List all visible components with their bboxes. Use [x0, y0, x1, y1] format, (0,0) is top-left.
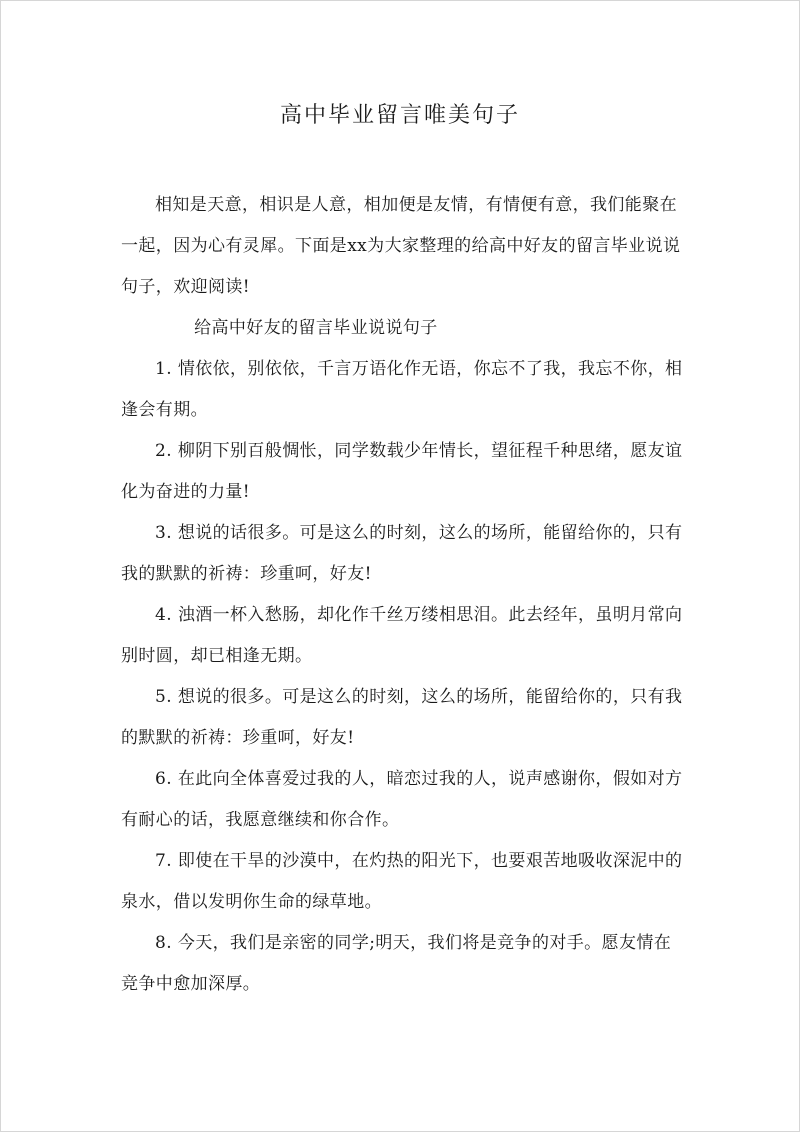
list-item: 4. 浊酒一杯入愁肠，却化作千丝万缕相思泪。此去经年，虽明月常向别时圆，却已相逢无期。 — [121, 605, 683, 666]
list-item: 2. 柳阴下别百般惆怅，同学数载少年情长，望征程千种思绪，愿友谊化为奋进的力量! — [121, 441, 683, 502]
list-item: 7. 即使在干旱的沙漠中，在灼热的阳光下，也要艰苦地吸收深泥中的泉水，借以发明你生命的绿草地。 — [121, 851, 683, 912]
intro-paragraph: 相知是天意，相识是人意，相加便是友情，有情便有意，我们能聚在一起，因为心有灵犀。下面是xx为大家整理的给高中好友的留言毕业说说句子，欢迎阅读! — [121, 195, 681, 297]
list-item: 1. 情依依，别依依，千言万语化作无语，你忘不了我，我忘不你，相逢会有期。 — [121, 359, 683, 420]
document-title: 高中毕业留言唯美句子 — [279, 103, 520, 128]
list-item: 3. 想说的话很多。可是这么的时刻，这么的场所，能留给你的，只有我的默默的祈祷：珍重呵，好友! — [121, 523, 683, 584]
list-item: 8. 今天，我们是亲密的同学;明天，我们将是竞争的对手。愿友情在竞争中愈加深厚。 — [121, 933, 672, 994]
list-item: 5. 想说的很多。可是这么的时刻，这么的场所，能留给你的，只有我的默默的祈祷：珍重呵，好友! — [121, 687, 683, 748]
document-body — [121, 185, 687, 1005]
list-item: 6. 在此向全体喜爱过我的人，暗恋过我的人，说声感谢你，假如对方有耐心的话，我愿意继续和你合作。 — [121, 769, 683, 830]
section-subtitle: 给高中好友的留言毕业说说句子 — [194, 318, 438, 338]
